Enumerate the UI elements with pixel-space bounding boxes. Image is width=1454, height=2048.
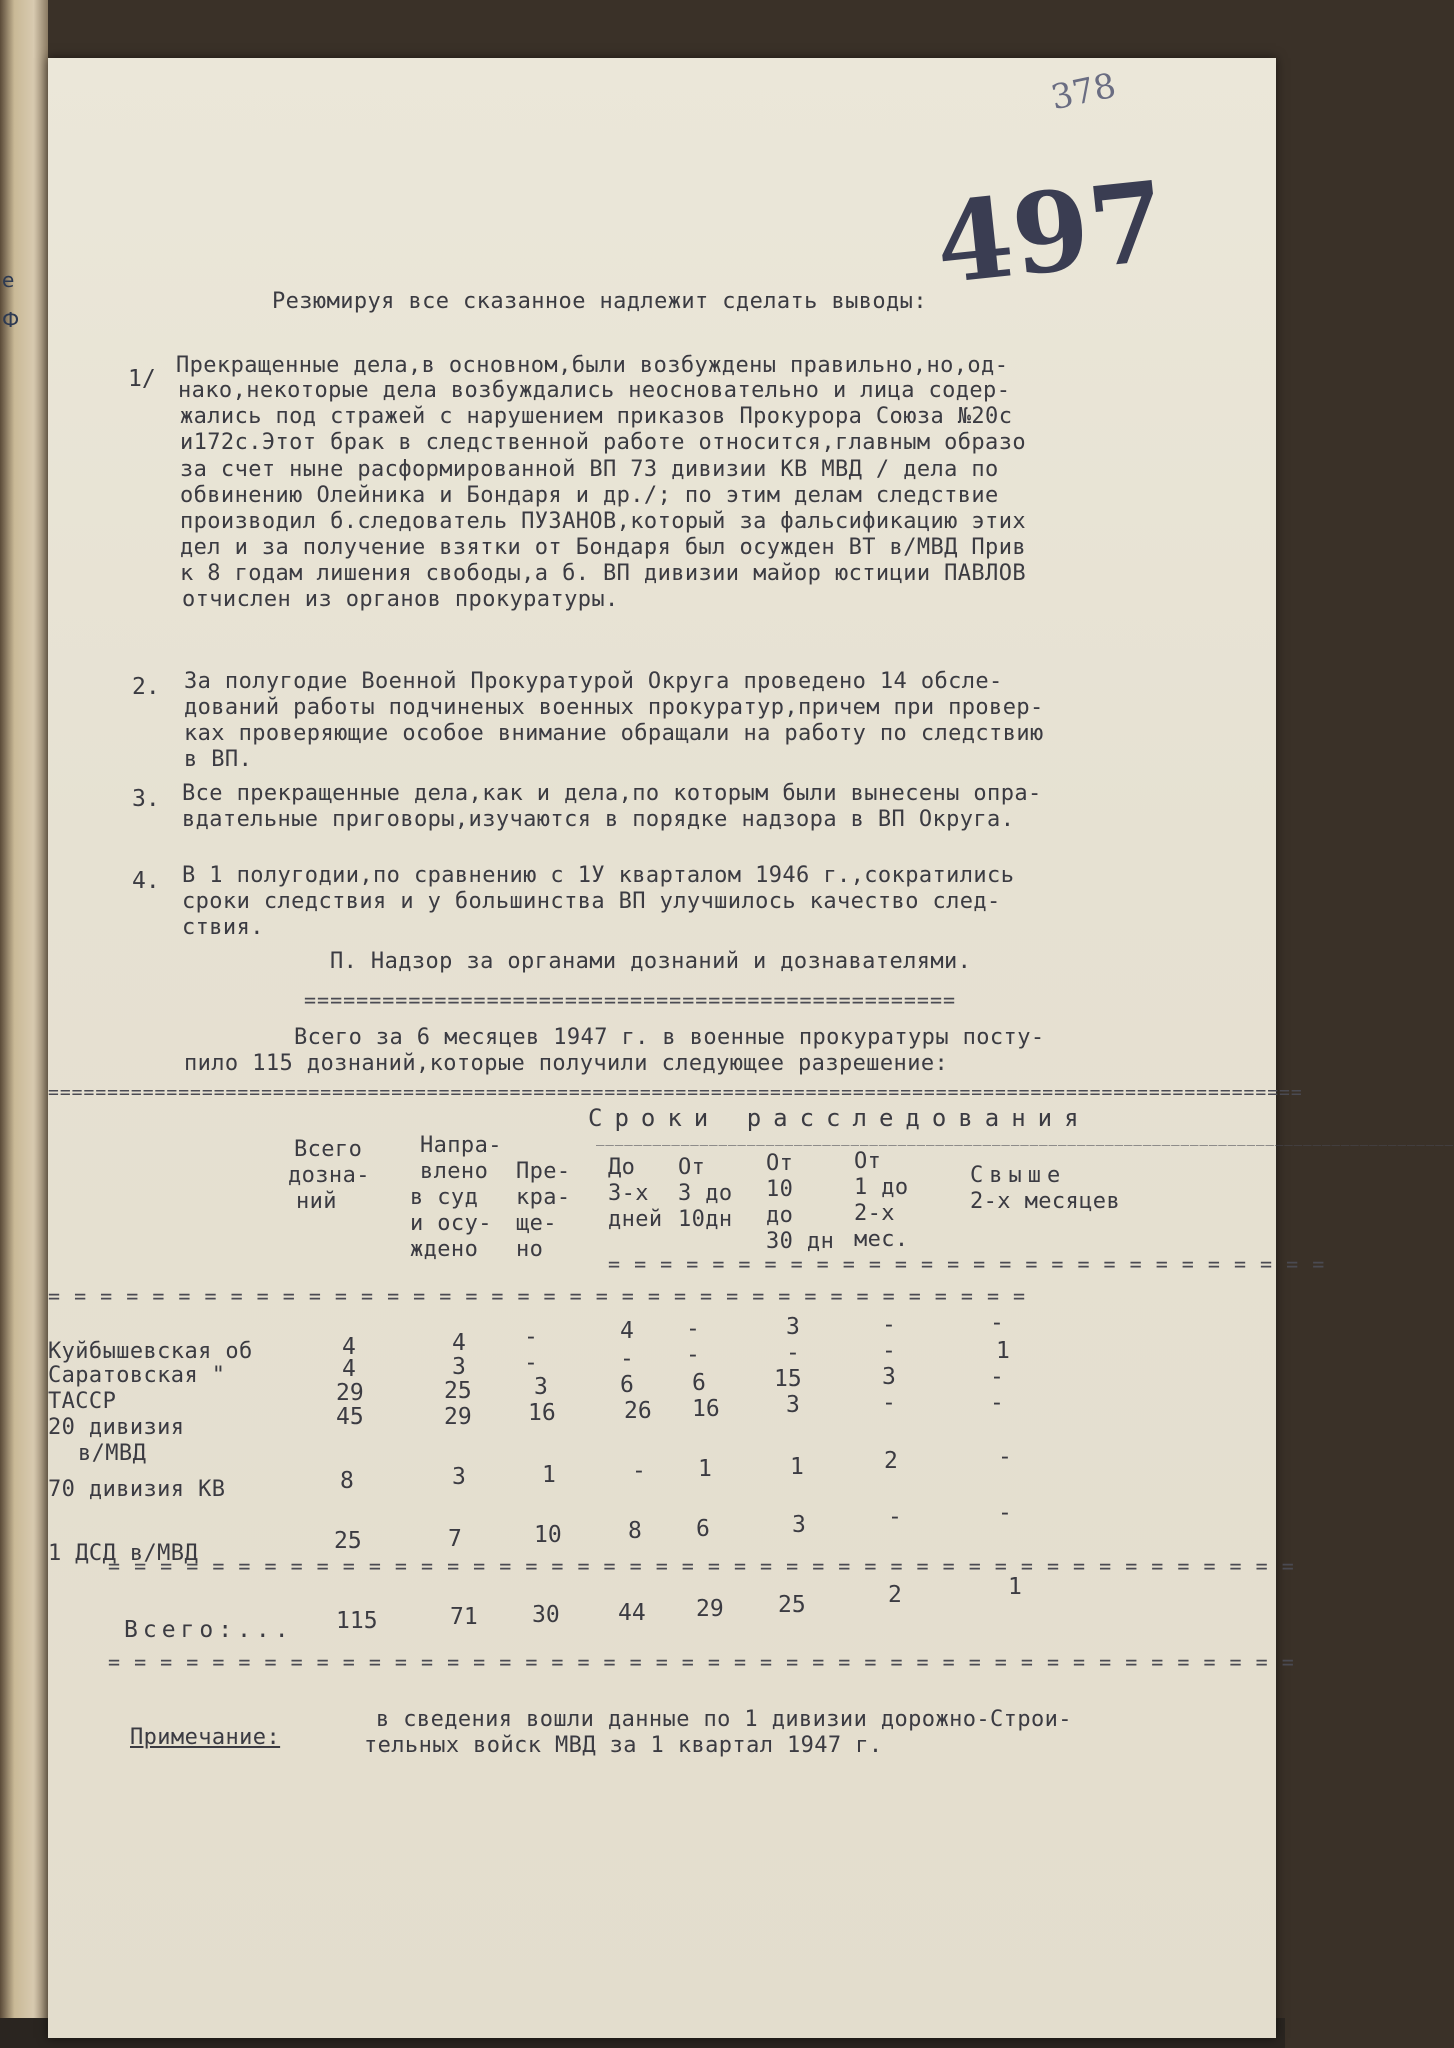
cell: 7 bbox=[448, 1526, 462, 1552]
cell: - bbox=[524, 1350, 538, 1376]
col-header-1-to-2-months: От bbox=[854, 1149, 882, 1174]
table-bottom-rule: = = = = = = = = = = = = = = = = = = = = = = = = = = = = = = = = = = = = = = = = = = = = = = bbox=[108, 1650, 1295, 1674]
point-marker: 1/ bbox=[128, 366, 156, 392]
col-header-up-to-3-days: дней bbox=[608, 1207, 663, 1232]
total-cell: 115 bbox=[336, 1608, 378, 1634]
cell: 29 bbox=[444, 1404, 472, 1430]
section-underline: ================================================== bbox=[304, 988, 957, 1012]
cell: - bbox=[998, 1500, 1012, 1526]
col-header-up-to-3-days: 3-х bbox=[608, 1181, 649, 1206]
cell: 16 bbox=[692, 1396, 720, 1422]
cell: 3 bbox=[882, 1364, 896, 1390]
table-top-rule: ========================================================================================================== bbox=[48, 1082, 1303, 1103]
cell: 8 bbox=[628, 1518, 642, 1544]
edge-mark: е bbox=[2, 268, 15, 292]
total-cell: 25 bbox=[778, 1592, 806, 1618]
col-header-sent-to-court: Напра- bbox=[420, 1133, 502, 1158]
total-cell: 44 bbox=[618, 1600, 646, 1626]
col-header-sent-to-court: в суд bbox=[410, 1185, 479, 1210]
point-line: к 8 годам лишения свободы,а б. ВП дивизии майор юстиции ПАВЛОВ bbox=[180, 561, 1026, 586]
cell: - bbox=[632, 1458, 646, 1484]
total-cell: 2 bbox=[888, 1582, 902, 1608]
col-header-dismissed: Пре- bbox=[516, 1159, 571, 1184]
cell: - bbox=[990, 1364, 1004, 1390]
cell: 2 bbox=[884, 1448, 898, 1474]
cell: 4 bbox=[342, 1356, 356, 1382]
row-label: Саратовская " bbox=[48, 1363, 226, 1388]
point-line: нако,некоторые дела возбуждались неосновательно и лица содер- bbox=[178, 378, 1011, 403]
cell: - bbox=[882, 1390, 896, 1416]
point-line: Прекращенные дела,в основном,были возбуждены правильно,но,од- bbox=[176, 353, 1009, 378]
point-line: и172с.Этот брак в следственной работе относится,главным образо bbox=[180, 430, 1026, 455]
cell: 25 bbox=[444, 1378, 472, 1404]
point-line: ках проверяющие особое внимание обращали на работу по следствию bbox=[184, 721, 1044, 746]
document-page bbox=[48, 58, 1454, 2038]
note-label: Примечание: bbox=[130, 1725, 281, 1750]
col-header-sent-to-court: влено bbox=[420, 1159, 489, 1184]
cell: 6 bbox=[620, 1372, 634, 1398]
cell: 1 bbox=[996, 1338, 1010, 1364]
cell: 3 bbox=[786, 1392, 800, 1418]
point-line: отчислен из органов прокуратуры. bbox=[182, 587, 619, 612]
cell: 45 bbox=[336, 1404, 364, 1430]
col-header-10-to-30-days: до bbox=[766, 1203, 794, 1228]
point-line: дований работы подчиненых военных прокуратур,причем при провер- bbox=[184, 695, 1044, 720]
cell: 16 bbox=[528, 1400, 556, 1426]
cell: 3 bbox=[792, 1512, 806, 1538]
cell: 1 bbox=[698, 1456, 712, 1482]
header-rule: = = = = = = = = = = = = = = = = = = = = = = = = = = = = bbox=[608, 1252, 1326, 1276]
col-header-sent-to-court: и осу- bbox=[410, 1211, 492, 1236]
col-header-sent-to-court: ждено bbox=[410, 1237, 479, 1262]
cell: 8 bbox=[340, 1468, 354, 1494]
point-line: жались под стражей с нарушением приказов Прокурора Союза №20с bbox=[180, 404, 1013, 429]
conclusions-heading: Резюмируя все сказанное надлежит сделать выводы: bbox=[272, 289, 927, 314]
header-rule: = = = = = = = = = = = = = = = = = = = = = = = = = = = = = = = = = = = = = = bbox=[48, 1284, 1027, 1308]
old-page-number: 378 bbox=[1047, 65, 1120, 119]
row-label: в/МВД bbox=[78, 1441, 147, 1466]
col-header-total: дозна- bbox=[288, 1163, 370, 1188]
table-rule: = = = = = = = = = = = = = = = = = = = = = = = = = = = = = = = = = = = = = = = = = = = = = = bbox=[108, 1554, 1295, 1578]
col-header-1-to-2-months: 2-х bbox=[854, 1201, 895, 1226]
total-label: Всего:... bbox=[124, 1617, 294, 1643]
cell: 29 bbox=[336, 1380, 364, 1406]
section-title: П. Надзор за органами дознаний и дознавателями. bbox=[330, 949, 972, 974]
total-cell: 29 bbox=[696, 1596, 724, 1622]
point-marker: 4. bbox=[132, 868, 160, 894]
group-header-underline: ___________________________________________________________________________________________ bbox=[596, 1130, 1454, 1146]
cell: - bbox=[882, 1312, 896, 1338]
cell: 3 bbox=[452, 1464, 466, 1490]
col-header-over-2-months: Свыше bbox=[970, 1163, 1067, 1188]
point-line: ствия. bbox=[182, 915, 264, 940]
edge-mark: Ф bbox=[2, 308, 20, 332]
handwritten-page-number: 497 bbox=[929, 156, 1172, 309]
col-header-up-to-3-days: До bbox=[608, 1155, 636, 1180]
col-header-10-to-30-days: 30 дн bbox=[766, 1229, 835, 1254]
cell: - bbox=[524, 1324, 538, 1350]
cell: 15 bbox=[774, 1366, 802, 1392]
total-cell: 1 bbox=[1008, 1574, 1022, 1600]
point-line: за счет ныне расформированной ВП 73 дивизии КВ МВД / дела по bbox=[180, 457, 999, 482]
cell: - bbox=[620, 1346, 634, 1372]
cell: - bbox=[998, 1444, 1012, 1470]
col-header-dismissed: ще- bbox=[516, 1211, 557, 1236]
cell: - bbox=[888, 1504, 902, 1530]
cell: - bbox=[882, 1338, 896, 1364]
point-line: вдательные приговоры,изучаются в порядке надзора в ВП Округа. bbox=[182, 807, 1015, 832]
cell: - bbox=[686, 1342, 700, 1368]
cell: 10 bbox=[534, 1522, 562, 1548]
col-header-3-to-10-days: От bbox=[678, 1155, 706, 1180]
section-intro-line: Всего за 6 месяцев 1947 г. в военные прокуратуры посту- bbox=[294, 1025, 1045, 1050]
cell: 1 bbox=[790, 1454, 804, 1480]
col-header-dismissed: кра- bbox=[516, 1185, 571, 1210]
point-line: производил б.следователь ПУЗАНОВ,который за фальсификацию этих bbox=[180, 509, 1026, 534]
point-line: дел и за получение взятки от Бондаря был осужден ВТ в/МВД Прив bbox=[180, 535, 1026, 560]
note-line: в сведения вошли данные по 1 дивизии дорожно-Строи- bbox=[376, 1707, 1072, 1732]
col-header-over-2-months: 2-х месяцев bbox=[970, 1189, 1121, 1214]
cell: 4 bbox=[620, 1318, 634, 1344]
adjacent-page-edge bbox=[0, 0, 48, 2048]
cell: 4 bbox=[342, 1334, 356, 1360]
cell: - bbox=[786, 1340, 800, 1366]
cell: 1 bbox=[542, 1462, 556, 1488]
cell: 25 bbox=[334, 1528, 362, 1554]
point-line: В 1 полугодии,по сравнению с 1У кварталом 1946 г.,сократились bbox=[182, 863, 1015, 888]
row-label: 70 дивизия КВ bbox=[48, 1477, 226, 1502]
cell: 3 bbox=[786, 1314, 800, 1340]
col-header-1-to-2-months: мес. bbox=[854, 1227, 909, 1252]
row-label: Куйбышевская об bbox=[48, 1339, 253, 1364]
point-marker: 2. bbox=[132, 674, 160, 700]
cell: - bbox=[990, 1390, 1004, 1416]
point-marker: 3. bbox=[132, 786, 160, 812]
col-header-10-to-30-days: 10 bbox=[766, 1177, 794, 1202]
cell: 3 bbox=[534, 1374, 548, 1400]
row-label: 20 дивизия bbox=[48, 1415, 185, 1440]
row-label: ТАССР bbox=[48, 1389, 117, 1414]
cell: 6 bbox=[696, 1516, 710, 1542]
point-line: обвинению Олейника и Бондаря и др./; по этим делам следствие bbox=[180, 483, 999, 508]
note-line: тельных войск МВД за 1 квартал 1947 г. bbox=[364, 1733, 883, 1758]
cell: 4 bbox=[452, 1330, 466, 1356]
total-cell: 30 bbox=[532, 1602, 560, 1628]
total-cell: 71 bbox=[450, 1604, 478, 1630]
point-line: сроки следствия и у большинства ВП улучшилось качество след- bbox=[182, 889, 1001, 914]
point-line: За полугодие Военной Прокуратурой Округа проведено 14 обсле- bbox=[184, 669, 1003, 694]
col-header-1-to-2-months: 1 до bbox=[854, 1175, 909, 1200]
cell: - bbox=[990, 1310, 1004, 1336]
point-line: в ВП. bbox=[184, 747, 253, 772]
cell: 6 bbox=[692, 1370, 706, 1396]
table-group-header: Сроки расследования bbox=[588, 1104, 1091, 1132]
point-line: Все прекращенные дела,как и дела,по которым были вынесены опра- bbox=[182, 781, 1042, 806]
cell: 3 bbox=[452, 1354, 466, 1380]
col-header-dismissed: но bbox=[516, 1237, 544, 1262]
col-header-10-to-30-days: От bbox=[766, 1151, 794, 1176]
cell: - bbox=[686, 1316, 700, 1342]
row-label: 1 ДСД в/МВД bbox=[48, 1541, 199, 1566]
col-header-total: Всего bbox=[294, 1137, 363, 1162]
col-header-3-to-10-days: 10дн bbox=[678, 1207, 733, 1232]
cell: 26 bbox=[624, 1398, 652, 1424]
col-header-total: ний bbox=[296, 1189, 337, 1214]
section-intro-line: пило 115 дознаний,которые получили следующее разрешение: bbox=[184, 1051, 949, 1076]
col-header-3-to-10-days: 3 до bbox=[678, 1181, 733, 1206]
